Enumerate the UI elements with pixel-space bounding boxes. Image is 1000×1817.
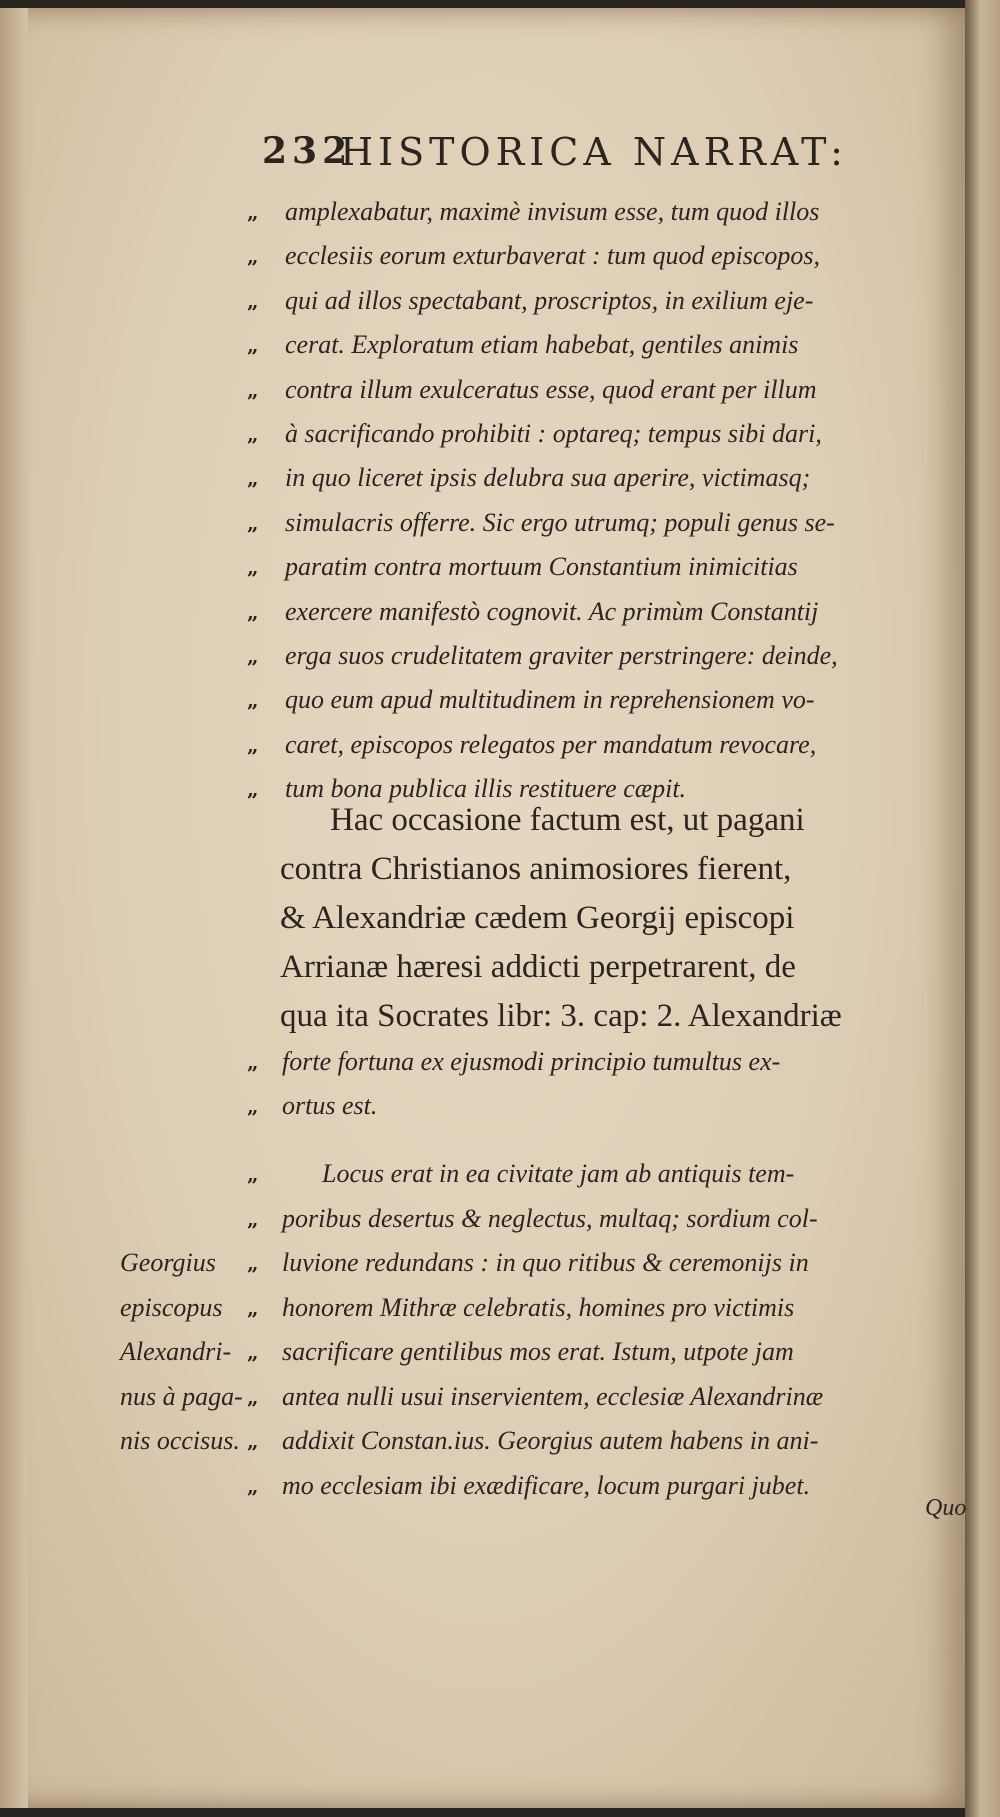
- q1-line: paratim contra mortuum Constantium inimicitias: [285, 552, 798, 582]
- q2-line: forte fortuna ex ejusmodi principio tumultus ex-: [282, 1047, 781, 1076]
- marg-line: nis occisus.: [120, 1426, 240, 1455]
- q3-line: honorem Mithræ celebratis, homines pro victimis: [282, 1292, 795, 1322]
- quote-mark: „: [247, 244, 259, 269]
- quote-mark: „: [247, 510, 259, 535]
- q1-line: cerat. Exploratum etiam habebat, gentiles animis: [285, 330, 799, 360]
- quote-mark: „: [247, 1094, 259, 1118]
- q3-line: luvione redundans : in quo ritibus & ceremonijs in: [282, 1248, 809, 1277]
- para-line: & Alexandriæ cædem Georgij episcopi: [280, 900, 795, 936]
- quote-mark: „: [247, 288, 259, 313]
- quote-mark: „: [247, 200, 259, 224]
- quote-mark: „: [247, 732, 259, 757]
- q2-line: ortus est.: [282, 1091, 378, 1120]
- q1-line: ecclesiis eorum exturbaverat : tum quod episcopos,: [285, 241, 821, 271]
- quote-mark: „: [247, 422, 259, 446]
- q3-line: mo ecclesiam ibi exædificare, locum purgari jubet.: [282, 1470, 811, 1500]
- quote-mark: „: [247, 599, 259, 624]
- quote-mark: „: [247, 777, 259, 802]
- para-line: contra Christianos animosiores fierent,: [280, 851, 792, 887]
- q1-line: in quo liceret ipsis delubra sua aperire, victimasq;: [285, 463, 811, 493]
- q1-line: contra illum exulceratus esse, quod erant per illum: [285, 374, 817, 404]
- q1-line: amplexabatur, maximè invisum esse, tum quod illos: [285, 197, 820, 226]
- quote-mark: „: [247, 1050, 259, 1074]
- quote-mark: „: [247, 644, 259, 668]
- running-header: [262, 126, 962, 186]
- q1-line: simulacris offerre. Sic ergo utrumq; populi genus se-: [285, 507, 835, 537]
- q1-line: caret, episcopos relegatos per mandatum revocare,: [285, 729, 817, 759]
- para-line: Arrianæ hæresi addicti perpetrarent, de: [280, 949, 796, 985]
- catchword: Quo: [925, 1495, 967, 1521]
- q3-line: antea nulli usui inservientem, ecclesiæ Alexandrinæ: [282, 1381, 824, 1411]
- para-line: Hac occasione factum est, ut pagani: [330, 802, 805, 838]
- q3-line: poribus desertus & neglectus, multaq; sordium col-: [282, 1203, 818, 1233]
- page-gutter-edge: [0, 8, 28, 1808]
- q1-line: quo eum apud multitudinem in reprehensionem vo-: [285, 685, 815, 715]
- q1-line: tum bona publica illis restituere cæpit.: [285, 774, 687, 804]
- q1-line: exercere manifestò cognovit. Ac primùm Constantij: [285, 596, 819, 626]
- q1-line: erga suos crudelitatem graviter perstringere: deinde,: [285, 641, 838, 670]
- q1-line: à sacrificando prohibiti : optareq; tempus sibi dari,: [285, 419, 822, 448]
- q1-line: qui ad illos spectabant, proscriptos, in exilium eje-: [285, 285, 814, 315]
- marg-line: Alexandri-: [120, 1337, 232, 1366]
- quote-mark: „: [247, 377, 259, 402]
- q3-line: sacrificare gentilibus mos erat. Istum, utpote jam: [282, 1337, 794, 1366]
- quote-mark: „: [247, 1429, 259, 1453]
- quote-mark: „: [247, 1251, 259, 1275]
- quote-mark: „: [247, 1206, 259, 1231]
- quote-mark: „: [247, 1473, 259, 1498]
- quote-mark: „: [247, 1295, 259, 1320]
- para-line: qua ita Socrates libr: 3. cap: 2. Alexandriæ: [280, 998, 842, 1034]
- facing-page-edge: [965, 0, 1000, 1817]
- quote-mark: „: [247, 1340, 259, 1364]
- marg-line: Georgius: [120, 1248, 216, 1277]
- page-number: 232: [262, 130, 353, 172]
- quote-mark: „: [247, 688, 259, 713]
- quote-mark: „: [247, 1162, 259, 1186]
- q3-line: addixit Constan.ius. Georgius autem habens in ani-: [282, 1426, 819, 1455]
- marg-line: nus à paga-: [120, 1381, 243, 1411]
- quote-mark: „: [247, 333, 259, 358]
- running-title: HISTORICA NARRAT:: [340, 130, 848, 174]
- quote-mark: „: [247, 466, 259, 491]
- quote-mark: „: [247, 555, 259, 580]
- marg-line: episcopus: [120, 1292, 223, 1322]
- q3-line: Locus erat in ea civitate jam ab antiquis tem-: [322, 1159, 795, 1188]
- quote-mark: „: [247, 1384, 259, 1409]
